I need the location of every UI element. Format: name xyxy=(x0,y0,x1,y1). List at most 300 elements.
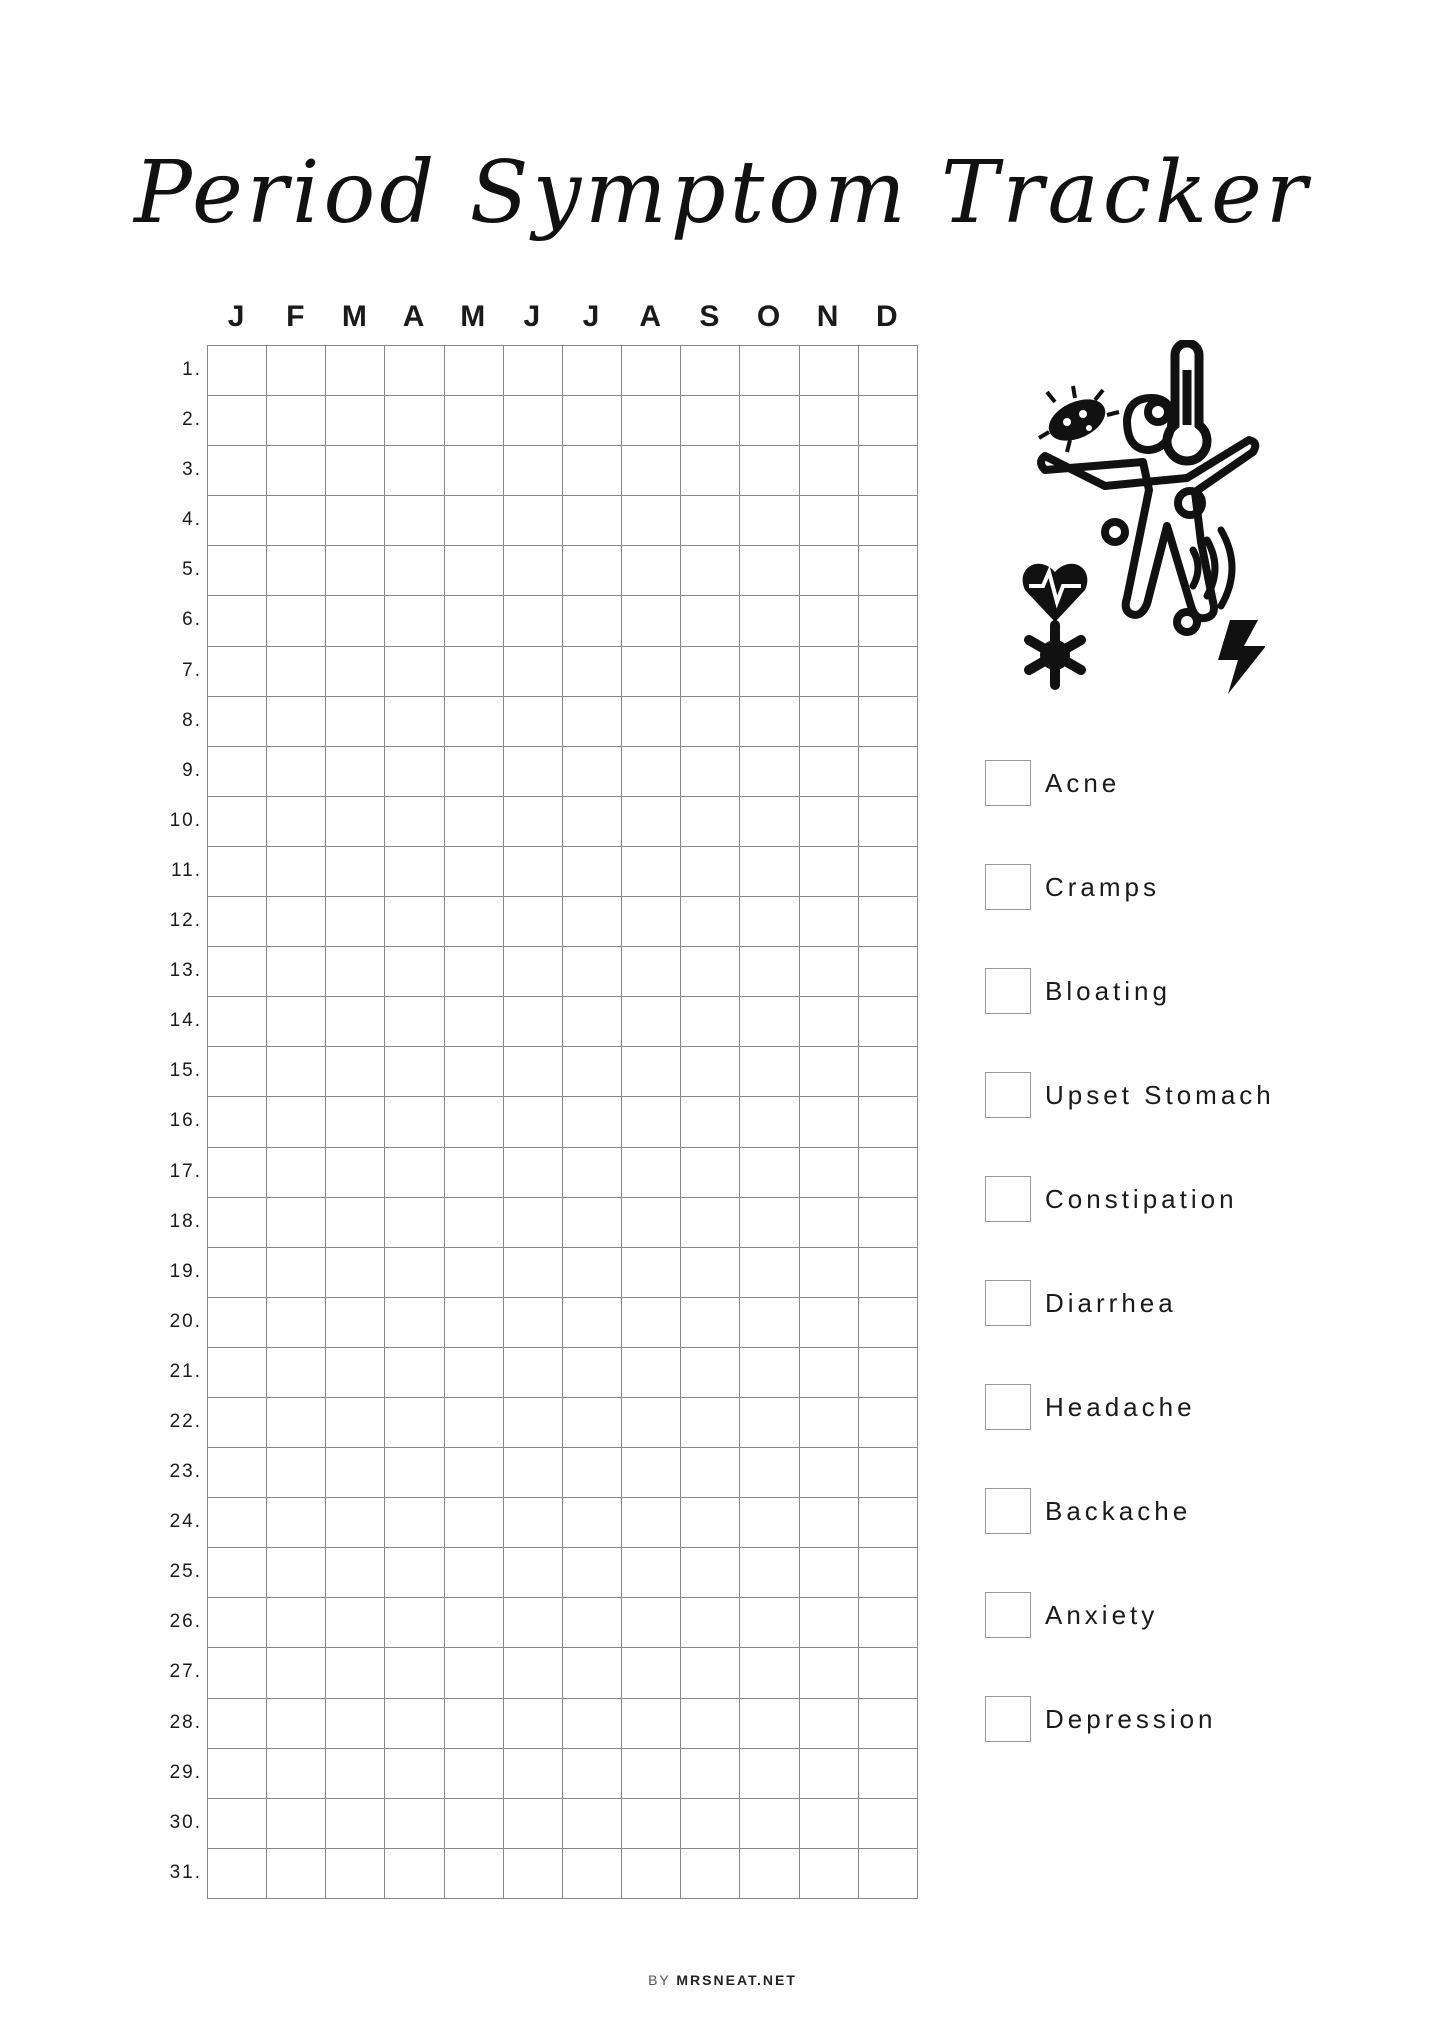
grid-cell[interactable] xyxy=(800,1198,859,1248)
grid-cell[interactable] xyxy=(859,1348,918,1398)
grid-cell[interactable] xyxy=(740,446,799,496)
grid-cell[interactable] xyxy=(740,546,799,596)
grid-cell[interactable] xyxy=(681,1298,740,1348)
grid-cell[interactable] xyxy=(267,1498,326,1548)
grid-cell[interactable] xyxy=(563,1849,622,1899)
grid-cell[interactable] xyxy=(563,647,622,697)
symptom-checkbox[interactable] xyxy=(985,1592,1031,1638)
grid-cell[interactable] xyxy=(385,446,444,496)
grid-cell[interactable] xyxy=(326,1448,385,1498)
grid-cell[interactable] xyxy=(385,1198,444,1248)
grid-cell[interactable] xyxy=(740,1198,799,1248)
grid-cell[interactable] xyxy=(859,496,918,546)
grid-cell[interactable] xyxy=(740,1298,799,1348)
grid-cell[interactable] xyxy=(208,947,267,997)
grid-cell[interactable] xyxy=(267,847,326,897)
grid-cell[interactable] xyxy=(208,747,267,797)
grid-cell[interactable] xyxy=(622,1699,681,1749)
grid-cell[interactable] xyxy=(681,747,740,797)
grid-cell[interactable] xyxy=(445,1699,504,1749)
grid-cell[interactable] xyxy=(208,1849,267,1899)
grid-cell[interactable] xyxy=(681,1148,740,1198)
grid-cell[interactable] xyxy=(740,1448,799,1498)
grid-cell[interactable] xyxy=(208,1248,267,1298)
grid-cell[interactable] xyxy=(326,1548,385,1598)
grid-cell[interactable] xyxy=(208,1348,267,1398)
grid-cell[interactable] xyxy=(800,697,859,747)
grid-cell[interactable] xyxy=(267,797,326,847)
grid-cell[interactable] xyxy=(267,1248,326,1298)
grid-cell[interactable] xyxy=(208,1298,267,1348)
grid-cell[interactable] xyxy=(445,346,504,396)
grid-cell[interactable] xyxy=(326,697,385,747)
grid-cell[interactable] xyxy=(385,997,444,1047)
grid-cell[interactable] xyxy=(445,797,504,847)
grid-cell[interactable] xyxy=(385,1498,444,1548)
grid-cell[interactable] xyxy=(740,1749,799,1799)
grid-cell[interactable] xyxy=(800,446,859,496)
grid-cell[interactable] xyxy=(859,797,918,847)
grid-cell[interactable] xyxy=(445,747,504,797)
grid-cell[interactable] xyxy=(385,1849,444,1899)
grid-cell[interactable] xyxy=(681,346,740,396)
grid-cell[interactable] xyxy=(445,1198,504,1248)
grid-cell[interactable] xyxy=(740,396,799,446)
grid-cell[interactable] xyxy=(563,1498,622,1548)
grid-cell[interactable] xyxy=(859,647,918,697)
grid-cell[interactable] xyxy=(563,1548,622,1598)
grid-cell[interactable] xyxy=(740,1097,799,1147)
grid-cell[interactable] xyxy=(504,1198,563,1248)
grid-cell[interactable] xyxy=(800,847,859,897)
grid-cell[interactable] xyxy=(504,997,563,1047)
grid-cell[interactable] xyxy=(504,1648,563,1698)
grid-cell[interactable] xyxy=(326,1749,385,1799)
grid-cell[interactable] xyxy=(740,1498,799,1548)
grid-cell[interactable] xyxy=(563,747,622,797)
grid-cell[interactable] xyxy=(208,997,267,1047)
grid-cell[interactable] xyxy=(800,396,859,446)
grid-cell[interactable] xyxy=(445,1398,504,1448)
grid-cell[interactable] xyxy=(326,1148,385,1198)
grid-cell[interactable] xyxy=(800,997,859,1047)
grid-cell[interactable] xyxy=(267,1448,326,1498)
grid-cell[interactable] xyxy=(740,1398,799,1448)
grid-cell[interactable] xyxy=(385,1398,444,1448)
grid-cell[interactable] xyxy=(622,546,681,596)
grid-cell[interactable] xyxy=(445,496,504,546)
grid-cell[interactable] xyxy=(859,1799,918,1849)
grid-cell[interactable] xyxy=(385,1148,444,1198)
grid-cell[interactable] xyxy=(445,1849,504,1899)
grid-cell[interactable] xyxy=(740,947,799,997)
grid-cell[interactable] xyxy=(385,396,444,446)
grid-cell[interactable] xyxy=(740,1548,799,1598)
grid-cell[interactable] xyxy=(208,1799,267,1849)
grid-cell[interactable] xyxy=(563,1799,622,1849)
grid-cell[interactable] xyxy=(800,1148,859,1198)
grid-cell[interactable] xyxy=(267,1749,326,1799)
grid-cell[interactable] xyxy=(326,346,385,396)
grid-cell[interactable] xyxy=(622,1047,681,1097)
grid-cell[interactable] xyxy=(385,847,444,897)
grid-cell[interactable] xyxy=(208,1198,267,1248)
grid-cell[interactable] xyxy=(208,1097,267,1147)
grid-cell[interactable] xyxy=(681,1248,740,1298)
grid-cell[interactable] xyxy=(445,1348,504,1398)
grid-cell[interactable] xyxy=(267,546,326,596)
grid-cell[interactable] xyxy=(681,546,740,596)
grid-cell[interactable] xyxy=(740,1047,799,1097)
grid-cell[interactable] xyxy=(445,396,504,446)
grid-cell[interactable] xyxy=(740,1799,799,1849)
grid-cell[interactable] xyxy=(208,346,267,396)
grid-cell[interactable] xyxy=(622,947,681,997)
grid-cell[interactable] xyxy=(800,496,859,546)
grid-cell[interactable] xyxy=(208,396,267,446)
grid-cell[interactable] xyxy=(800,1398,859,1448)
grid-cell[interactable] xyxy=(267,446,326,496)
grid-cell[interactable] xyxy=(563,1749,622,1799)
grid-cell[interactable] xyxy=(445,1097,504,1147)
grid-cell[interactable] xyxy=(859,1248,918,1298)
grid-cell[interactable] xyxy=(859,847,918,897)
grid-cell[interactable] xyxy=(445,1047,504,1097)
grid-cell[interactable] xyxy=(563,396,622,446)
grid-cell[interactable] xyxy=(385,797,444,847)
grid-cell[interactable] xyxy=(740,1348,799,1398)
grid-cell[interactable] xyxy=(445,1498,504,1548)
grid-cell[interactable] xyxy=(622,1749,681,1799)
grid-cell[interactable] xyxy=(622,697,681,747)
grid-cell[interactable] xyxy=(326,1198,385,1248)
grid-cell[interactable] xyxy=(504,897,563,947)
grid-cell[interactable] xyxy=(859,346,918,396)
grid-cell[interactable] xyxy=(681,1097,740,1147)
grid-cell[interactable] xyxy=(681,847,740,897)
grid-cell[interactable] xyxy=(681,1598,740,1648)
grid-cell[interactable] xyxy=(504,1799,563,1849)
grid-cell[interactable] xyxy=(326,1648,385,1698)
grid-cell[interactable] xyxy=(504,1448,563,1498)
grid-cell[interactable] xyxy=(800,596,859,646)
grid-cell[interactable] xyxy=(504,1047,563,1097)
grid-cell[interactable] xyxy=(563,1248,622,1298)
grid-cell[interactable] xyxy=(563,947,622,997)
grid-cell[interactable] xyxy=(445,1598,504,1648)
grid-cell[interactable] xyxy=(681,1548,740,1598)
grid-cell[interactable] xyxy=(859,1849,918,1899)
grid-cell[interactable] xyxy=(681,1849,740,1899)
grid-cell[interactable] xyxy=(208,446,267,496)
grid-cell[interactable] xyxy=(267,396,326,446)
grid-cell[interactable] xyxy=(681,1398,740,1448)
grid-cell[interactable] xyxy=(681,697,740,747)
grid-cell[interactable] xyxy=(504,947,563,997)
grid-cell[interactable] xyxy=(385,697,444,747)
grid-cell[interactable] xyxy=(267,1648,326,1698)
grid-cell[interactable] xyxy=(445,897,504,947)
grid-cell[interactable] xyxy=(800,1248,859,1298)
grid-cell[interactable] xyxy=(326,396,385,446)
grid-cell[interactable] xyxy=(740,747,799,797)
grid-cell[interactable] xyxy=(504,1398,563,1448)
symptom-checkbox[interactable] xyxy=(985,1488,1031,1534)
grid-cell[interactable] xyxy=(504,1849,563,1899)
symptom-checkbox[interactable] xyxy=(985,1176,1031,1222)
grid-cell[interactable] xyxy=(504,346,563,396)
grid-cell[interactable] xyxy=(800,1749,859,1799)
grid-cell[interactable] xyxy=(385,1448,444,1498)
grid-cell[interactable] xyxy=(622,1198,681,1248)
grid-cell[interactable] xyxy=(208,596,267,646)
grid-cell[interactable] xyxy=(563,1448,622,1498)
grid-cell[interactable] xyxy=(208,1498,267,1548)
grid-cell[interactable] xyxy=(859,1298,918,1348)
grid-cell[interactable] xyxy=(445,1648,504,1698)
grid-cell[interactable] xyxy=(681,947,740,997)
grid-cell[interactable] xyxy=(267,1398,326,1448)
grid-cell[interactable] xyxy=(563,1348,622,1398)
grid-cell[interactable] xyxy=(563,1298,622,1348)
grid-cell[interactable] xyxy=(326,1047,385,1097)
grid-cell[interactable] xyxy=(563,1148,622,1198)
grid-cell[interactable] xyxy=(740,897,799,947)
grid-cell[interactable] xyxy=(326,1498,385,1548)
grid-cell[interactable] xyxy=(563,697,622,747)
symptom-checkbox[interactable] xyxy=(985,1072,1031,1118)
grid-cell[interactable] xyxy=(208,1148,267,1198)
grid-cell[interactable] xyxy=(267,1348,326,1398)
grid-cell[interactable] xyxy=(622,897,681,947)
grid-cell[interactable] xyxy=(445,1148,504,1198)
grid-cell[interactable] xyxy=(208,1699,267,1749)
grid-cell[interactable] xyxy=(622,1799,681,1849)
grid-cell[interactable] xyxy=(859,897,918,947)
grid-cell[interactable] xyxy=(800,647,859,697)
grid-cell[interactable] xyxy=(267,1047,326,1097)
grid-cell[interactable] xyxy=(622,997,681,1047)
grid-cell[interactable] xyxy=(504,546,563,596)
grid-cell[interactable] xyxy=(208,647,267,697)
grid-cell[interactable] xyxy=(681,1047,740,1097)
grid-cell[interactable] xyxy=(622,1598,681,1648)
grid-cell[interactable] xyxy=(563,596,622,646)
grid-cell[interactable] xyxy=(326,997,385,1047)
grid-cell[interactable] xyxy=(385,1749,444,1799)
symptom-checkbox[interactable] xyxy=(985,968,1031,1014)
grid-cell[interactable] xyxy=(681,797,740,847)
grid-cell[interactable] xyxy=(740,1699,799,1749)
grid-cell[interactable] xyxy=(681,1348,740,1398)
grid-cell[interactable] xyxy=(445,1799,504,1849)
grid-cell[interactable] xyxy=(563,1047,622,1097)
grid-cell[interactable] xyxy=(859,1398,918,1448)
grid-cell[interactable] xyxy=(504,797,563,847)
grid-cell[interactable] xyxy=(504,596,563,646)
grid-cell[interactable] xyxy=(504,647,563,697)
grid-cell[interactable] xyxy=(681,396,740,446)
grid-cell[interactable] xyxy=(681,596,740,646)
grid-cell[interactable] xyxy=(208,1598,267,1648)
grid-cell[interactable] xyxy=(326,647,385,697)
grid-cell[interactable] xyxy=(504,747,563,797)
grid-cell[interactable] xyxy=(740,997,799,1047)
grid-cell[interactable] xyxy=(859,1448,918,1498)
grid-cell[interactable] xyxy=(504,1248,563,1298)
grid-cell[interactable] xyxy=(445,596,504,646)
grid-cell[interactable] xyxy=(385,496,444,546)
grid-cell[interactable] xyxy=(326,1598,385,1648)
grid-cell[interactable] xyxy=(267,1799,326,1849)
grid-cell[interactable] xyxy=(563,1648,622,1698)
grid-cell[interactable] xyxy=(800,1348,859,1398)
grid-cell[interactable] xyxy=(385,1298,444,1348)
grid-cell[interactable] xyxy=(504,1749,563,1799)
grid-cell[interactable] xyxy=(385,346,444,396)
grid-cell[interactable] xyxy=(326,496,385,546)
grid-cell[interactable] xyxy=(445,1548,504,1598)
grid-cell[interactable] xyxy=(445,647,504,697)
grid-cell[interactable] xyxy=(622,396,681,446)
grid-cell[interactable] xyxy=(681,997,740,1047)
grid-cell[interactable] xyxy=(267,647,326,697)
grid-cell[interactable] xyxy=(859,1699,918,1749)
grid-cell[interactable] xyxy=(800,346,859,396)
grid-cell[interactable] xyxy=(267,1298,326,1348)
grid-cell[interactable] xyxy=(267,747,326,797)
grid-cell[interactable] xyxy=(208,546,267,596)
grid-cell[interactable] xyxy=(622,1298,681,1348)
grid-cell[interactable] xyxy=(800,747,859,797)
grid-cell[interactable] xyxy=(504,1298,563,1348)
grid-cell[interactable] xyxy=(445,847,504,897)
grid-cell[interactable] xyxy=(208,847,267,897)
grid-cell[interactable] xyxy=(740,1648,799,1698)
grid-cell[interactable] xyxy=(622,446,681,496)
grid-cell[interactable] xyxy=(800,1849,859,1899)
grid-cell[interactable] xyxy=(563,546,622,596)
grid-cell[interactable] xyxy=(504,1148,563,1198)
grid-cell[interactable] xyxy=(622,1348,681,1398)
grid-cell[interactable] xyxy=(326,1849,385,1899)
grid-cell[interactable] xyxy=(622,1648,681,1698)
grid-cell[interactable] xyxy=(267,997,326,1047)
grid-cell[interactable] xyxy=(563,1198,622,1248)
grid-cell[interactable] xyxy=(326,446,385,496)
grid-cell[interactable] xyxy=(208,897,267,947)
grid-cell[interactable] xyxy=(385,947,444,997)
grid-cell[interactable] xyxy=(208,1398,267,1448)
grid-cell[interactable] xyxy=(326,1298,385,1348)
grid-cell[interactable] xyxy=(504,1699,563,1749)
grid-cell[interactable] xyxy=(622,1548,681,1598)
grid-cell[interactable] xyxy=(859,997,918,1047)
grid-cell[interactable] xyxy=(326,1699,385,1749)
grid-cell[interactable] xyxy=(859,1548,918,1598)
grid-cell[interactable] xyxy=(563,1097,622,1147)
grid-cell[interactable] xyxy=(681,897,740,947)
grid-cell[interactable] xyxy=(563,496,622,546)
grid-cell[interactable] xyxy=(800,897,859,947)
grid-cell[interactable] xyxy=(800,546,859,596)
grid-cell[interactable] xyxy=(208,1047,267,1097)
grid-cell[interactable] xyxy=(385,1348,444,1398)
grid-cell[interactable] xyxy=(740,1849,799,1899)
grid-cell[interactable] xyxy=(681,1648,740,1698)
grid-cell[interactable] xyxy=(681,1799,740,1849)
grid-cell[interactable] xyxy=(622,1849,681,1899)
grid-cell[interactable] xyxy=(267,1548,326,1598)
grid-cell[interactable] xyxy=(681,1448,740,1498)
grid-cell[interactable] xyxy=(622,346,681,396)
grid-cell[interactable] xyxy=(385,1699,444,1749)
grid-cell[interactable] xyxy=(800,1047,859,1097)
grid-cell[interactable] xyxy=(326,1348,385,1398)
grid-cell[interactable] xyxy=(563,1398,622,1448)
grid-cell[interactable] xyxy=(859,1648,918,1698)
grid-cell[interactable] xyxy=(859,596,918,646)
grid-cell[interactable] xyxy=(859,396,918,446)
grid-cell[interactable] xyxy=(800,1648,859,1698)
grid-cell[interactable] xyxy=(208,1648,267,1698)
grid-cell[interactable] xyxy=(800,1298,859,1348)
grid-cell[interactable] xyxy=(504,1548,563,1598)
grid-cell[interactable] xyxy=(326,797,385,847)
grid-cell[interactable] xyxy=(622,1448,681,1498)
grid-cell[interactable] xyxy=(622,647,681,697)
symptom-checkbox[interactable] xyxy=(985,760,1031,806)
grid-cell[interactable] xyxy=(385,1799,444,1849)
grid-cell[interactable] xyxy=(859,747,918,797)
grid-cell[interactable] xyxy=(681,446,740,496)
grid-cell[interactable] xyxy=(267,1699,326,1749)
grid-cell[interactable] xyxy=(859,1498,918,1548)
symptom-checkbox[interactable] xyxy=(985,1384,1031,1430)
grid-cell[interactable] xyxy=(504,847,563,897)
grid-cell[interactable] xyxy=(859,1198,918,1248)
grid-cell[interactable] xyxy=(445,697,504,747)
grid-cell[interactable] xyxy=(267,1598,326,1648)
grid-cell[interactable] xyxy=(267,496,326,546)
grid-cell[interactable] xyxy=(445,1248,504,1298)
grid-cell[interactable] xyxy=(740,1148,799,1198)
grid-cell[interactable] xyxy=(445,546,504,596)
grid-cell[interactable] xyxy=(385,546,444,596)
grid-cell[interactable] xyxy=(267,346,326,396)
grid-cell[interactable] xyxy=(504,1498,563,1548)
grid-cell[interactable] xyxy=(681,496,740,546)
grid-cell[interactable] xyxy=(800,1598,859,1648)
grid-cell[interactable] xyxy=(563,346,622,396)
grid-cell[interactable] xyxy=(681,1749,740,1799)
grid-cell[interactable] xyxy=(740,346,799,396)
grid-cell[interactable] xyxy=(267,1148,326,1198)
grid-cell[interactable] xyxy=(326,747,385,797)
grid-cell[interactable] xyxy=(800,1097,859,1147)
grid-cell[interactable] xyxy=(385,596,444,646)
grid-cell[interactable] xyxy=(740,496,799,546)
grid-cell[interactable] xyxy=(504,446,563,496)
grid-cell[interactable] xyxy=(385,1248,444,1298)
grid-cell[interactable] xyxy=(800,1548,859,1598)
grid-cell[interactable] xyxy=(445,1749,504,1799)
grid-cell[interactable] xyxy=(800,797,859,847)
grid-cell[interactable] xyxy=(208,797,267,847)
grid-cell[interactable] xyxy=(326,1398,385,1448)
grid-cell[interactable] xyxy=(385,1047,444,1097)
grid-cell[interactable] xyxy=(681,1498,740,1548)
